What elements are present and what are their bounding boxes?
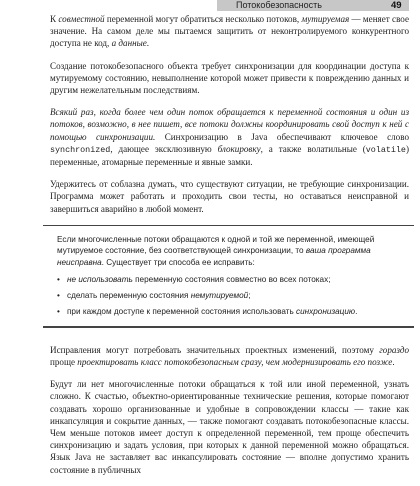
text-run: переменной могут обратиться несколько потоков, [104, 14, 302, 24]
emphasis-text: Всякий раз, когда более чем один поток обращается к переменной состояния и один из потоков, возможно, в нее пишет, все потоки должны координировать свой доступ к ней с помощью синхронизации. [50, 107, 409, 142]
text-run: , дающее эксклюзивную [110, 143, 218, 154]
text-run: переменную состояния совместно во всех потоках; [132, 274, 331, 284]
body-paragraph [50, 60, 409, 97]
paragraphs-bottom [50, 344, 409, 476]
emphasis-text: мутируемая [301, 14, 350, 24]
text-run: Будут ли нет многочисленные потоки обращаться к той или иной переменной, узнать сложно. К счастью, объектно-ориентированные технические решения, которые помогают создавать хорошо организованные и удобные в сопровождении классы — такие как инкапсуляция и сокрытие данных, — также помогают создавать потокобезопасные классы. Чем меньше потоков имеет доступ к определенной переменной, тем проще обеспечить синхронизацию и задать условия, при которых к данной переменной можно обращаться. Язык Java не заставляет вас инкапсулировать состояние — вполне допустимо хранить состояние в публичных [50, 379, 409, 475]
callout-bottom-rule [43, 326, 414, 327]
bullet-icon: • [57, 274, 60, 284]
text-run: при каждом доступе к переменной состояния использовать [67, 307, 296, 317]
callout-bullet-item [57, 274, 400, 285]
text-run: . [146, 38, 150, 49]
callout-body [43, 226, 414, 326]
text-run: Если многочисленные потоки обращаются к одной и той же переменной, имеющей мутируемое состояние, без соответствующей синхронизации, то [57, 235, 375, 256]
body-paragraph [50, 378, 409, 476]
text-run: сделать переменную состояния [67, 291, 191, 301]
text-run: — меняет свое значение. На самом деле мы пытаемся защитить от неконтролируемого конкурентного доступа не код, [50, 14, 409, 49]
text-run: Удержитесь от соблазна думать, что существуют ситуации, не требующие синхронизации. Программа может работать и проходить свои тесты, но оставаться неисправной и завершиться аварийно в любой момент. [50, 179, 409, 214]
code-keyword: volatile [365, 144, 406, 155]
text-run: Синхронизацию в Java обеспечивают ключевое слово [155, 131, 410, 142]
text-run: проще [50, 357, 78, 368]
text-run: , а также волатильные ( [260, 143, 366, 154]
chapter-title: Потокобезопасность [236, 0, 322, 10]
text-run: . [355, 307, 358, 317]
emphasis-text: ваша программа неисправна [57, 246, 371, 267]
running-header [0, 0, 420, 11]
emphasis-text: проектировать класс потокобезопасным сразу, чем модернизировать его позже [77, 357, 393, 368]
callout-intro [57, 234, 400, 268]
text-run: . [392, 357, 395, 368]
emphasis-text: синхронизацию [296, 307, 356, 317]
text-run: . Существует три способа ее исправить: [101, 257, 255, 267]
callout-box [43, 225, 414, 328]
text-run: Исправления могут потребовать значительных проектных изменений, поэтому [50, 344, 380, 355]
body-paragraph [50, 106, 409, 168]
emphasis-text: гораздо [379, 344, 409, 355]
page-number: 49 [391, 0, 402, 11]
callout-bullet-item [57, 306, 400, 317]
emphasis-text: не использовать [67, 274, 133, 284]
bullet-icon: • [57, 291, 60, 301]
body-paragraph [50, 344, 409, 368]
emphasis-text: а данные [111, 38, 147, 49]
emphasis-text: совместной [58, 14, 105, 24]
text-run: ) переменные, атомарные переменные и явные замки. [50, 143, 409, 168]
callout-bullet-item [57, 290, 400, 301]
body-paragraph [50, 178, 409, 215]
page-body [50, 13, 409, 486]
body-paragraph [50, 13, 409, 50]
callout-bullet-list [57, 274, 400, 318]
emphasis-text: блокировку [217, 143, 261, 154]
paragraphs-top [50, 13, 409, 215]
text-run: ; [248, 291, 251, 301]
bullet-icon: • [57, 307, 60, 317]
text-run: Создание потокобезопасного объекта требует синхронизации для координации доступа к мутируемому состоянию, невыполнение которой может привести к повреждению данных и другим нежелательным последствиям. [50, 60, 409, 96]
code-keyword: synchronized [50, 144, 111, 155]
emphasis-text: немутируемой [190, 291, 249, 301]
text-run: К [50, 14, 59, 24]
